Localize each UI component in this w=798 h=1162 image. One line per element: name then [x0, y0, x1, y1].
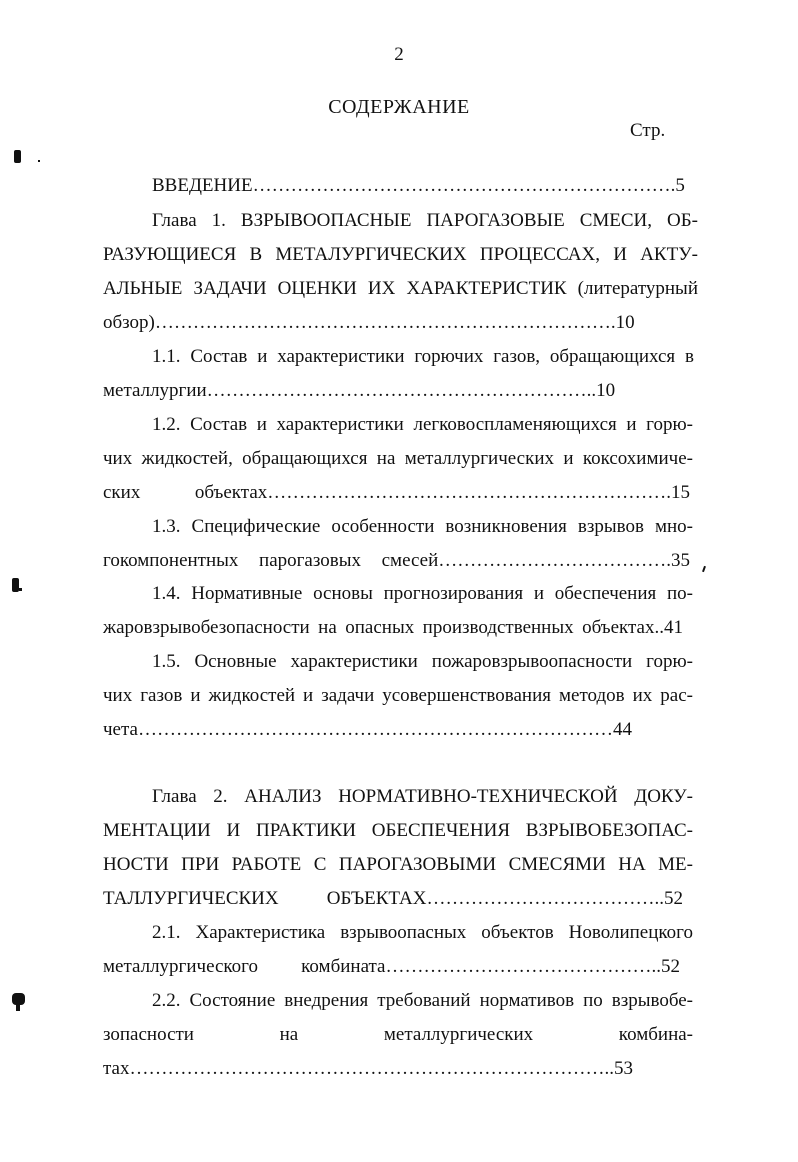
scan-artifact-mark [19, 588, 22, 591]
toc-line-section-2-2: зопасности на металлургических комбина- [103, 1024, 693, 1045]
page-column-header: Стр. [630, 120, 666, 141]
toc-line-section-1-5: 1.5. Основные характеристики пожаровзрывоопасности горю- [152, 651, 693, 672]
toc-line-section-1-4: 1.4. Нормативные основы прогнозирования и обеспечения по- [152, 583, 693, 604]
scan-artifact-mark [702, 566, 706, 572]
toc-line-chapter1-title: обзор)……………………………………………………………….10 [103, 312, 635, 333]
toc-line-section-1-1: металлургии……………………………………………………..10 [103, 380, 616, 401]
toc-line-section-2-2: тах…………………………………………………………………..53 [103, 1058, 633, 1079]
toc-line-chapter2-title: МЕНТАЦИИ И ПРАКТИКИ ОБЕСПЕЧЕНИЯ ВЗРЫВОБЕЗОПАС- [103, 820, 693, 841]
scan-artifact-mark [12, 578, 19, 592]
scan-artifact-mark [14, 150, 21, 163]
toc-line-chapter1-title: Глава 1. ВЗРЫВООПАСНЫЕ ПАРОГАЗОВЫЕ СМЕСИ, ОБ- [152, 210, 698, 231]
toc-line-introduction: ВВЕДЕНИЕ………………………………………………………….5 [152, 175, 685, 196]
toc-title: СОДЕРЖАНИЕ [328, 96, 470, 118]
toc-line-section-2-1: 2.1. Характеристика взрывоопасных объектов Новолипецкого [152, 922, 693, 943]
toc-line-section-2-2: 2.2. Состояние внедрения требований нормативов по взрывобе- [152, 990, 693, 1011]
scan-artifact-mark [38, 160, 40, 162]
toc-line-chapter1-title: РАЗУЮЩИЕСЯ В МЕТАЛУРГИЧЕСКИХ ПРОЦЕССАХ, И АКТУ- [103, 244, 698, 265]
page-number: 2 [394, 44, 404, 65]
toc-line-section-1-4: жаровзрывобезопасности на опасных производственных объектах..41 [103, 617, 683, 638]
toc-line-section-1-3: гокомпонентных парогазовых смесей……………………………….35 [103, 550, 690, 571]
toc-line-chapter2-title: Глава 2. АНАЛИЗ НОРМАТИВНО-ТЕХНИЧЕСКОЙ ДОКУ- [152, 786, 693, 807]
toc-line-section-1-2: чих жидкостей, обращающихся на металлургических и коксохимиче- [103, 448, 693, 469]
toc-line-section-1-1: 1.1. Состав и характеристики горючих газов, обращающихся в [152, 346, 694, 367]
toc-line-section-2-1: металлургического комбината……………………………………..52 [103, 956, 680, 977]
toc-line-section-1-5: чих газов и жидкостей и задачи усовершенствования методов их рас- [103, 685, 693, 706]
toc-line-chapter1-title: АЛЬНЫЕ ЗАДАЧИ ОЦЕНКИ ИХ ХАРАКТЕРИСТИК (литературный [103, 278, 698, 299]
toc-line-section-1-5: чета…………………………………………………………………44 [103, 719, 632, 740]
scan-artifact-mark [16, 1003, 20, 1011]
toc-line-section-1-3: 1.3. Специфические особенности возникновения взрывов мно- [152, 516, 693, 537]
toc-line-chapter2-title: ТАЛЛУРГИЧЕСКИХ ОБЪЕКТАХ………………………………..52 [103, 888, 683, 909]
toc-line-section-1-2: 1.2. Состав и характеристики легковоспламеняющихся и горю- [152, 414, 693, 435]
toc-line-chapter2-title: НОСТИ ПРИ РАБОТЕ С ПАРОГАЗОВЫМИ СМЕСЯМИ НА МЕ- [103, 854, 693, 875]
toc-line-section-1-2: ских объектах……………………………………………………….15 [103, 482, 690, 503]
